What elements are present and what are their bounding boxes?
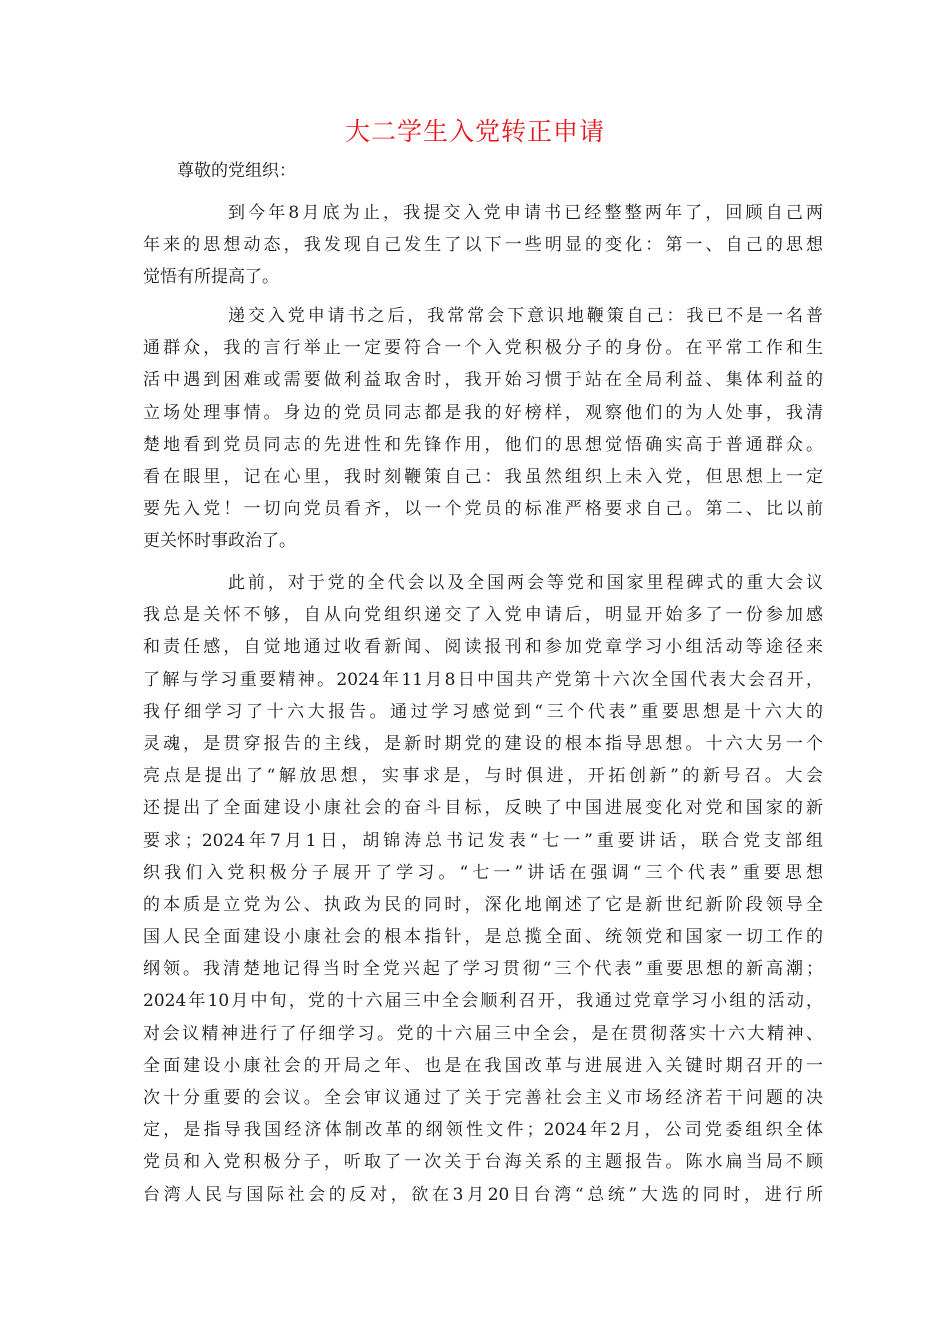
paragraph-line: 次十分重要的会议。全会审议通过了关于完善社会主义市场经济若干问题的决 — [143, 1088, 823, 1108]
paragraph-line: 还提出了全面建设小康社会的奋斗目标，反映了中国进展变化对党和国家的新 — [143, 798, 823, 819]
paragraph-2 — [143, 300, 823, 558]
paragraph-line: 通群众，我的言行举止一定要符合一个入党积极分子的身份。在平常工作和生 — [143, 338, 823, 359]
paragraph-line: 我仔细学习了十六大报告。通过学习感觉到“三个代表”重要思想是十六大的 — [143, 701, 823, 722]
paragraph-line: 我总是关怀不够，自从向党组织递交了入党申请后，明显开始多了一份参加感 — [143, 605, 823, 626]
paragraph-line: 和责任感，自觉地通过收看新闻、阅读报刊和参加党章学习小组活动等途径来 — [143, 637, 823, 658]
document-title: 大二学生入党转正申请 — [344, 117, 605, 146]
paragraph-line: 到今年8月底为止，我提交入党申请书已经整整两年了，回顾自己两 — [228, 203, 823, 223]
paragraph-line: 觉悟有所提高了。 — [143, 267, 279, 288]
paragraph-line: 立场处理事情。身边的党员同志都是我的好榜样，观察他们的为人处事，我清 — [143, 402, 823, 423]
paragraph-line: 更关怀时事政治了。 — [143, 531, 296, 552]
paragraph-line: 亮点是提出了“解放思想，实事求是，与时俱进，开拓创新”的新号召。大会 — [143, 766, 823, 787]
paragraph-line: 党员和入党积极分子，听取了一次关于台海关系的主题报告。陈水扁当局不顾 — [143, 1152, 823, 1173]
paragraph-line: 的本质是立党为公、执政为民的同时，深化地阐述了它是新世纪新阶段领导全 — [143, 894, 823, 915]
paragraph-line: 活中遇到困难或需要做利益取舍时，我开始习惯于站在全局利益、集体利益的 — [143, 370, 823, 391]
paragraph-line: 2024年10月中旬，党的十六届三中全会顺利召开，我通过党章学习小组的活动， — [143, 991, 823, 1012]
salutation: 尊敬的党组织： — [177, 161, 296, 181]
paragraph-line: 灵魂，是贯穿报告的主线，是新时期党的建设的根本指导思想。十六大另一个 — [143, 733, 823, 754]
paragraph-line: 对会议精神进行了仔细学习。党的十六届三中全会，是在贯彻落实十六大精神、 — [143, 1023, 823, 1044]
paragraph-line: 楚地看到党员同志的先进性和先锋作用，他们的思想觉悟确实高于普通群众。 — [143, 434, 823, 455]
paragraph-3 — [143, 567, 823, 1211]
paragraph-line: 年来的思想动态，我发现自己发生了以下一些明显的变化：第一、自己的思想 — [143, 235, 823, 256]
paragraph-line: 看在眼里，记在心里，我时刻鞭策自己：我虽然组织上未入党，但思想上一定 — [143, 466, 823, 487]
paragraph-line: 全面建设小康社会的开局之年、也是在我国改革与进展进入关键时期召开的一 — [143, 1055, 823, 1076]
paragraph-line: 此前，对于党的全代会以及全国两会等党和国家里程碑式的重大会议 — [228, 573, 823, 593]
paragraph-line: 递交入党申请书之后，我常常会下意识地鞭策自己：我已不是一名普 — [228, 306, 823, 326]
paragraph-line: 要先入党！一切向党员看齐，以一个党员的标准严格要求自己。第二、比以前 — [143, 499, 823, 520]
paragraph-line: 了解与学习重要精神。2024年11月8日中国共产党第十六次全国代表大会召开， — [143, 669, 823, 690]
paragraph-line: 国人民全面建设小康社会的根本指针，是总揽全面、统领党和国家一切工作的 — [143, 927, 823, 948]
paragraph-line: 织我们入党积极分子展开了学习。“七一”讲话在强调“三个代表”重要思想 — [143, 862, 823, 883]
paragraph-line: 台湾人民与国际社会的反对，欲在3月20日台湾“总统”大选的同时，进行所 — [143, 1184, 823, 1205]
paragraph-1 — [143, 197, 823, 294]
paragraph-line: 要求；2024年7月1日，胡锦涛总书记发表“七一”重要讲话，联合党支部组 — [143, 830, 823, 851]
paragraph-line: 纲领。我清楚地记得当时全党兴起了学习贯彻“三个代表”重要思想的新高潮； — [143, 959, 823, 980]
paragraph-line: 定，是指导我国经济体制改革的纲领性文件；2024年2月，公司党委组织全体 — [143, 1120, 824, 1141]
